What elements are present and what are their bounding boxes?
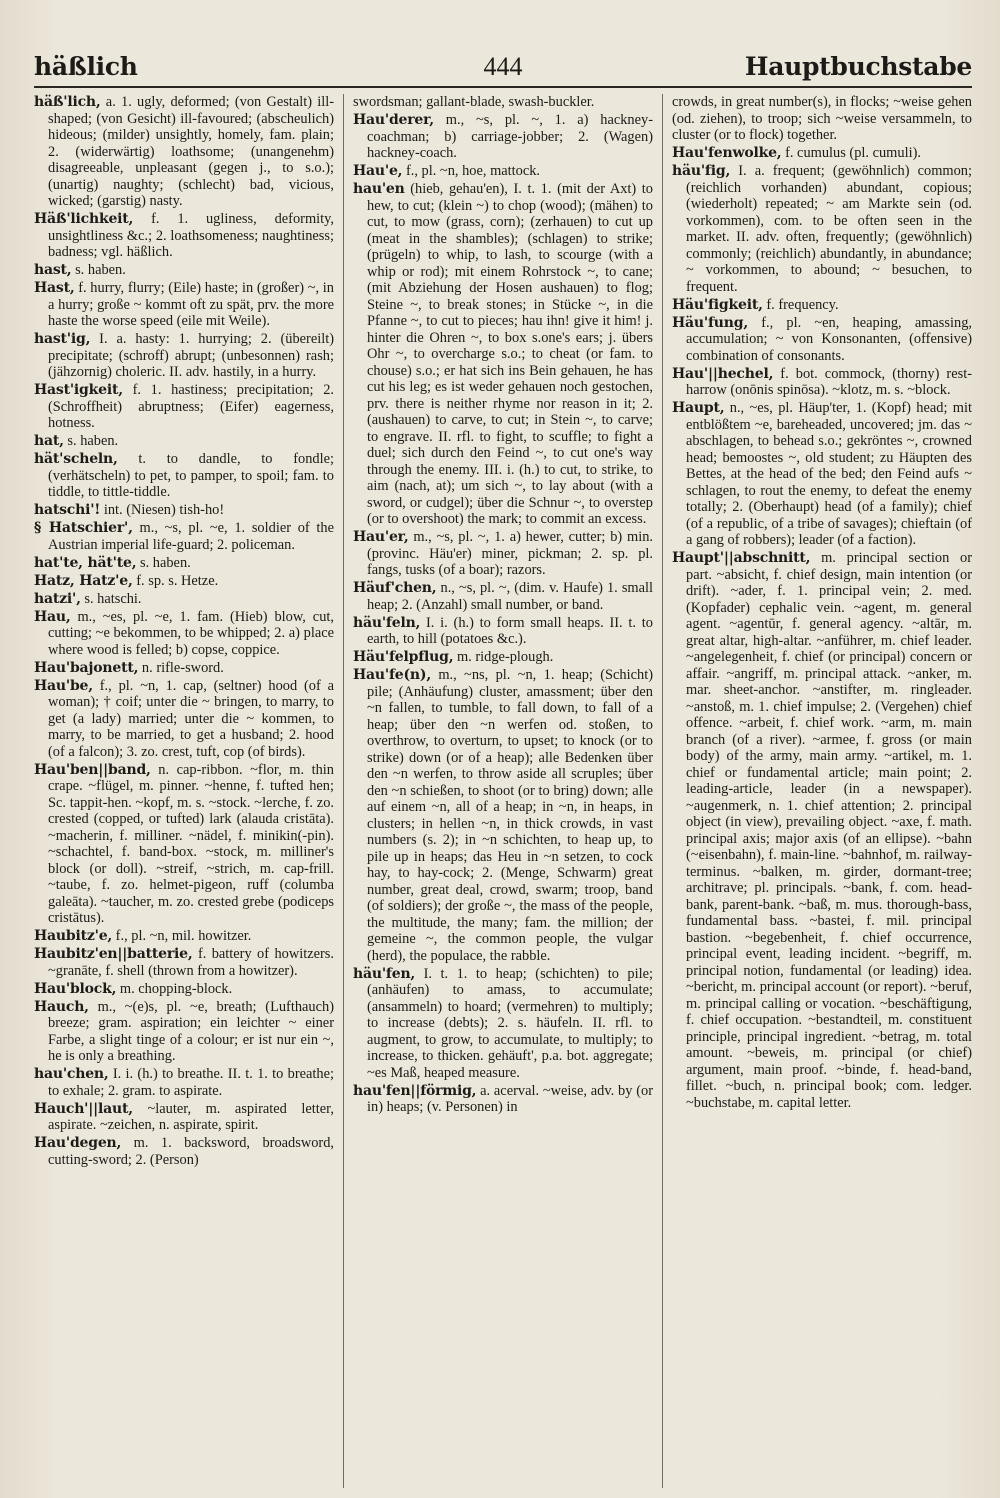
headword: Häu'figkeit, <box>672 296 763 313</box>
dictionary-entry <box>34 502 334 519</box>
headword: Hau'||hechel, <box>672 365 774 382</box>
definition-text: ~lauter, m. aspirated letter, aspirate. ~zeichen, n. aspirate, spirit. <box>48 1100 334 1133</box>
dictionary-entry <box>672 94 972 144</box>
definition-text: crowds, in great number(s), in flocks; ~weise gehen (od. ziehen), to troop; sich ~weise versammeln, to cluster (or to flock) together. <box>672 94 972 143</box>
headword: Hau'er, <box>353 529 409 545</box>
page-header <box>34 46 972 86</box>
definition-text: n., ~es, pl. Häup'ter, 1. (Kopf) head; mit entblößtem ~e, bareheaded, uncovered; jm. das ~ abschlagen, to behead s.o.; gekröntes ~, crowned head; bemoostes ~, old student; zu Häupten des Bettes, at the head of the bed; den Feind aufs ~ schlagen, to rout the enemy, to defeat the enemy totally; 2. (Oberhaupt) head (of a family); chief (of a republic, of a tribe of savages); chieftain (of a gang of robbers); leader (of a faction). <box>686 400 972 548</box>
headword: § Hatschier', <box>34 520 133 536</box>
definition-text: I. i. (h.) to form small heaps. II. t. to earth, to hill (potatoes &c.). <box>367 614 653 647</box>
definition-text: (hieb, gehau'en), I. t. 1. (mit der Axt) to hew, to cut; (klein ~) to chop (wood); (mähen) to cut, to mow (grass, corn); (zerhauen) to cut up (meat in the shambles); (schlagen) to strike; (prügeln) to whip, to lash, to scourge (with a whip or rod); mit einem Rohrstock ~, to cane; (mit Abziehung der Hosen aushauen) to flog; Steine ~, to break stones; in Stücke ~, in die Pfanne ~, to cut to pieces; hau ihn! give it him! j. hinter die Ohren ~, to box s.one's ears; j. übers Ohr ~, to overcharge s.o.; to cheat (or fam. to chouse) s.o.; er hat sich ins Bein gehauen, he has cut his leg; es ist weder gehauen noch gestochen, prv. there is neither rhyme nor reason in it; 2. (aushauen) to carve, to cut; in Stein ~, to carve; to engrave. II. rfl. to fight, to scuffle; to fight a duel; sich durch den Feind ~, to cut one's way through the enemy. III. i. (h.) to cut, to strike, to aim (nach, at); um sich ~, to lay about (with a sword, or cudgel); über die Schnur ~, to overstep (or to overshoot) the mark; to commit an excess. <box>367 181 653 527</box>
dictionary-entry <box>34 1135 334 1168</box>
dictionary-entry <box>353 1083 653 1116</box>
definition-text: m., ~s, pl. ~, 1. a) hackney-coachman; b) carriage-jobber; 2. (Wagen) hackney-coach. <box>367 112 653 161</box>
column-3 <box>662 94 972 1488</box>
definition-text: m., ~s, pl. ~, 1. a) hewer, cutter; b) min. (provinc. Häu'er) miner, pickman; 2. sp. pl. fangs, tusks (of a boar); razors. <box>367 529 653 578</box>
definition-text: m. principal section or part. ~absicht, f. chief design, main intention (or drift). ~ader, f. 1. principal vein; 2. med. (Kopfader) cephalic vein. ~agent, m. general agent. ~agentūr, f. general agency. ~altār, m. great altar, high-altar. ~anführer, m. chief leader. ~angelegenheit, f. chief (or principal) concern or affair. ~angriff, m. principal attack. ~anker, m. mar. sheet-anchor. ~anstifter, m. ringleader. ~anstoß, m. 1. chief impulse; 2. (Vergehen) chief offence. ~arbeit, f. chief work. ~arm, m. main branch (of a river). ~armee, f. gross (or main body) of the army, main army. ~artikel, m. 1. chief or fundamental article; main point; 2. leading-article, leader (in a newspaper). ~augenmerk, n. 1. chief attention; 2. principal object (in view), prevailing object. ~axe, f. math. principal axis; major axis (of an ellipse). ~bahn (~eisenbahn), f. main-line. ~bahnhof, m. railway-terminus. ~balken, m. girder, dormant-tree; architrave; pl. principals. ~bank, f. com. head-bank, parent-bank. ~baß, m. mus. thorough-bass, fundamental bass. ~bastei, f. mil. principal bastion. ~begebenheit, f. chief occurrence, principal event, leading incident. ~begriff, m. principal notion, fundamental (or leading) idea. ~bericht, m. principal account (or report). ~beruf, m. principal calling or vocation. ~beschäftigung, f. chief occupation. ~bestandteil, m. constituent principle, principal ingredient. ~betrag, m. total amount. ~beweis, m. principal (or chief) argument, main proof. ~binde, f. head-band, fillet. ~buch, n. principal book; com. ledger. ~buchstabe, m. capital letter. <box>686 550 972 1111</box>
definition-text: f. battery of howitzers. ~granāte, f. shell (thrown from a howitzer). <box>48 946 334 979</box>
definition-text: n. cap-ribbon. ~flor, m. thin crape. ~flügel, m. pinner. ~henne, f. tufted hen; Sc. tappit-hen. ~kopf, m. s. ~stock. ~lerche, f. zo. crested (copped, or tufted) lark (alauda cristāta). ~macherin, f. milliner. ~nädel, f. minikin(-pin). ~schachtel, f. band-box. ~stock, m. milliner's block (or doll). ~streif, ~strich, m. cap-frill. ~taube, f. zo. helmet-pigeon, ruff (columba galeāta). ~taucher, m. zo. crested grebe (podiceps cristātus). <box>48 761 334 926</box>
headword: hau'fen||förmig, <box>353 1082 477 1099</box>
definition-text: swordsman; gallant-blade, swash-buckler. <box>353 94 595 110</box>
headword: Häß'lichkeit, <box>34 211 134 227</box>
definition-text: m., ~es, pl. ~e, 1. fam. (Hieb) blow, cut, cutting; ~e bekommen, to be whipped; 2. a) place where wood is felled; b) copse, coppice. <box>48 608 334 658</box>
headword: hat, <box>34 433 64 449</box>
dictionary-entry <box>353 580 653 613</box>
dictionary-entry <box>34 382 334 432</box>
dictionary-entry <box>34 331 334 381</box>
definition-text: f. 1. hastiness; precipitation; 2. (Schroffheit) abruptness; (Eifer) eagerness, hotness. <box>48 382 334 431</box>
definition-text: m. ridge-plough. <box>453 649 554 665</box>
dictionary-entry <box>34 609 334 659</box>
dictionary-entry <box>353 181 653 528</box>
headword: Häuf'chen, <box>353 580 437 596</box>
definition-text: f., pl. ~n, 1. cap, (seltner) hood (of a woman); † coif; unter die ~ bringen, to marry, to get (a lady) married; unter die ~ kommen, to marry, to be married, to get a husband; 2. hood (of a falcon); 3. zo. crest, tuft, cop (of birds). <box>48 677 334 760</box>
definition-text: f., pl. ~n, mil. howitzer. <box>112 928 252 944</box>
headword: Haubitz'e, <box>34 928 113 944</box>
headword: Hau'be, <box>34 677 93 694</box>
dictionary-entry <box>672 550 972 1111</box>
headword: Hau'e, <box>353 163 403 179</box>
definition-text: t. to dandle, to fondle; (verhätscheln) to pet, to pamper, to spoil; fam. to tiddle, to tittle-tiddle. <box>48 451 334 500</box>
headword: Haupt, <box>672 400 725 416</box>
definition-text: I. a. hasty: 1. hurrying; 2. (übereilt) precipitate; (schroff) abrupt; (unbesonnen) rash; (jähzornig) choleric. II. adv. hastily, in a hurry. <box>48 331 334 380</box>
dictionary-entry <box>34 591 334 608</box>
definition-text: s. haben. <box>71 262 126 278</box>
columns <box>34 94 972 1488</box>
headword: Hauch'||laut, <box>34 1100 133 1117</box>
definition-text: f. hurry, flurry; (Eile) haste; in (großer) ~, in a hurry; große ~ kommt oft zu spät, prv. the more haste the worse speed (eile mit Weile). <box>48 280 334 329</box>
column-2 <box>343 94 662 1488</box>
dictionary-entry <box>34 762 334 927</box>
dictionary-entry <box>353 649 653 666</box>
definition-text: f., pl. ~n, hoe, mattock. <box>402 163 541 179</box>
definition-text: f. bot. commock, (thorny) rest-harrow (onōnis spinōsa). ~klotz, m. s. ~block. <box>686 365 972 398</box>
dictionary-entry <box>34 211 334 261</box>
headword: Häu'felpflug, <box>353 649 454 665</box>
dictionary-entry <box>353 966 653 1082</box>
dictionary-entry <box>353 94 653 111</box>
headword: häu'fig, <box>672 163 731 179</box>
definition-text: n., ~s, pl. ~, (dim. v. Haufe) 1. small heap; 2. (Anzahl) small number, or band. <box>367 580 653 613</box>
definition-text: f. sp. s. Hetze. <box>132 572 219 589</box>
dictionary-entry <box>672 145 972 162</box>
dictionary-entry <box>34 262 334 279</box>
headword: hau'chen, <box>34 1066 109 1082</box>
dictionary-entry <box>672 315 972 365</box>
definition-text: int. (Niesen) tish-ho! <box>100 502 225 518</box>
headword: Hau'fe(n), <box>353 667 431 683</box>
definition-text: m., ~s, pl. ~e, 1. soldier of the Austrian imperial life-guard; 2. policeman. <box>48 520 334 553</box>
headword: hät'scheln, <box>34 451 118 467</box>
dictionary-entry <box>672 163 972 295</box>
headword: Haubitz'en||batterie, <box>34 946 193 962</box>
headword: häß'lich, <box>34 94 101 110</box>
dictionary-entry <box>34 451 334 501</box>
definition-text: f., pl. ~en, heaping, amassing, accumulation; ~ von Konsonanten, (offensive) combination of consonants. <box>686 314 972 364</box>
headword: Hauch, <box>34 998 89 1015</box>
dictionary-entry <box>34 999 334 1065</box>
headword: häu'fen, <box>353 965 416 982</box>
dictionary-entry <box>34 280 334 330</box>
dictionary-entry <box>672 400 972 549</box>
dictionary-entry <box>353 667 653 964</box>
dictionary-entry <box>34 928 334 945</box>
headword: Hatz, Hatz'e, <box>34 572 133 589</box>
dictionary-entry <box>34 94 334 210</box>
left-guide-word: häßlich <box>34 52 138 81</box>
dictionary-entry <box>34 555 334 572</box>
headword: Hau'ben||band, <box>34 761 151 778</box>
definition-text: m. chopping-block. <box>116 980 233 997</box>
dictionary-entry <box>34 1066 334 1099</box>
dictionary-entry <box>34 573 334 590</box>
definition-text: I. t. 1. to heap; (schichten) to pile; (anhäufen) to amass, to accumulate; (ansammeln) to hoard; (vermehren) to multiply; to increase (debts); 2. s. häufeln. II. rfl. to augment, to grow, to accumulate, to multiply; to increase, to thicken. gehäuft', p.a. bot. aggregate; ~es Maß, heaped measure. <box>367 965 653 1081</box>
dictionary-entry <box>34 433 334 450</box>
definition-text: m. 1. backsword, broadsword, cutting-sword; 2. (Person) <box>48 1135 334 1168</box>
dictionary-entry <box>34 946 334 979</box>
definition-text: s. hatschi. <box>80 590 142 607</box>
headword: hatzi', <box>34 590 81 607</box>
dictionary-entry <box>34 1101 334 1134</box>
headword: hat'te, hät'te, <box>34 554 137 571</box>
page-number: 444 <box>483 52 523 81</box>
headword: hast, <box>34 262 72 278</box>
definition-text: s. haben. <box>63 433 119 449</box>
headword: Haupt'||abschnitt, <box>672 550 811 566</box>
definition-text: I. i. (h.) to breathe. II. t. 1. to breathe; to exhale; 2. gram. to aspirate. <box>48 1066 334 1099</box>
dictionary-entry <box>353 529 653 579</box>
dictionary-entry <box>672 297 972 314</box>
right-guide-word: Hauptbuchstabe <box>744 52 972 81</box>
header-rule <box>34 86 972 88</box>
definition-text: f. 1. ugliness, deformity, unsightliness &c.; 2. loathsomeness; naughtiness; badness; vgl. häßlich. <box>48 211 334 260</box>
dictionary-entry <box>34 678 334 761</box>
definition-text: s. haben. <box>136 554 191 571</box>
definition-text: a. 1. ugly, deformed; (von Gestalt) ill-shaped; (von Gesicht) ill-favoured; (abscheulich) hideous; (milder) unsightly, homely, fam. plain; 2. (widerwärtig) loathsome; (unangenehm) disagreeable, unpleasant (gegen j., to s.o.); (unartig) naughty; (schlecht) bad, vicious, wicked; (garstig) nasty. <box>48 94 334 209</box>
dictionary-entry <box>353 615 653 648</box>
dictionary-entry <box>672 366 972 399</box>
headword: Hast'igkeit, <box>34 382 123 398</box>
dictionary-entry <box>34 520 334 553</box>
headword: Hau, <box>34 608 71 625</box>
headword: hast'ig, <box>34 331 91 347</box>
definition-text: I. a. frequent; (gewöhnlich) common; (reichlich vorhanden) abundant, copious; (wiederholt) repeated; ~ am Markte sein (od. vorkommen), com. to be often seen in the market. II. adv. often, frequently; (gewöhnlich) commonly; (reichlich) abundantly, in abundance; ~ vorkommen, to abound; ~ besuchen, to frequent. <box>686 163 972 295</box>
headword: Hast, <box>34 280 75 296</box>
definition-text: m., ~ns, pl. ~n, 1. heap; (Schicht) pile; (Anhäufung) cluster, amassment; über den ~n fallen, to tumble, to fall down, to fall of a heap; über den ~n werfen od. stoßen, to overthrow, to overturn, to upset; to knock (or to strike) down (or of a heap); alle Bedenken über den ~n werfen, to throw aside all scruples; über den ~n schießen, to shoot (or to bring) down; alle auf einem ~n, all of a heap; in ~n, in heaps, in clusters; in hellen ~n, in thick crowds, in vast numbers (s. 2); in ~n schichten, to heap up, to pile up in heaps; das Heu in ~n setzen, to cock hay, to hay-cock; 2. (Menge, Schwarm) great number, great deal, crowd, swarm; troop, band (of soldiers); der große ~, the mass of the people, the multitude, the many; fam. the million; der gemeine ~, the common people, the vulgar (herd), the populace, the rabble. <box>367 667 653 964</box>
headword: Hau'derer, <box>353 112 434 128</box>
headword: Hau'fenwolke, <box>672 145 782 161</box>
headword: hau'en <box>353 181 405 197</box>
column-1 <box>34 94 343 1488</box>
definition-text: f. frequency. <box>762 296 839 313</box>
headword: Hau'degen, <box>34 1135 122 1151</box>
headword: häu'feln, <box>353 614 421 631</box>
dictionary-entry <box>353 112 653 162</box>
dictionary-entry <box>34 981 334 998</box>
headword: Häu'fung, <box>672 314 749 331</box>
headword: hatschi'! <box>34 502 101 518</box>
dictionary-entry <box>34 660 334 677</box>
headword: Hau'block, <box>34 980 117 997</box>
definition-text: m., ~(e)s, pl. ~e, breath; (Lufthauch) breeze; gram. aspiration; ein leichter ~ einer Farbe, a slight tinge of a colour; er ist nur ein ~, he is only a breathing. <box>48 998 334 1064</box>
dictionary-entry <box>353 163 653 180</box>
definition-text: f. cumulus (pl. cumuli). <box>781 145 921 161</box>
definition-text: n. rifle-sword. <box>138 659 224 676</box>
headword: Hau'bajonett, <box>34 659 139 676</box>
definition-text: a. acerval. ~weise, adv. by (or in) heaps; (v. Personen) in <box>367 1082 653 1115</box>
